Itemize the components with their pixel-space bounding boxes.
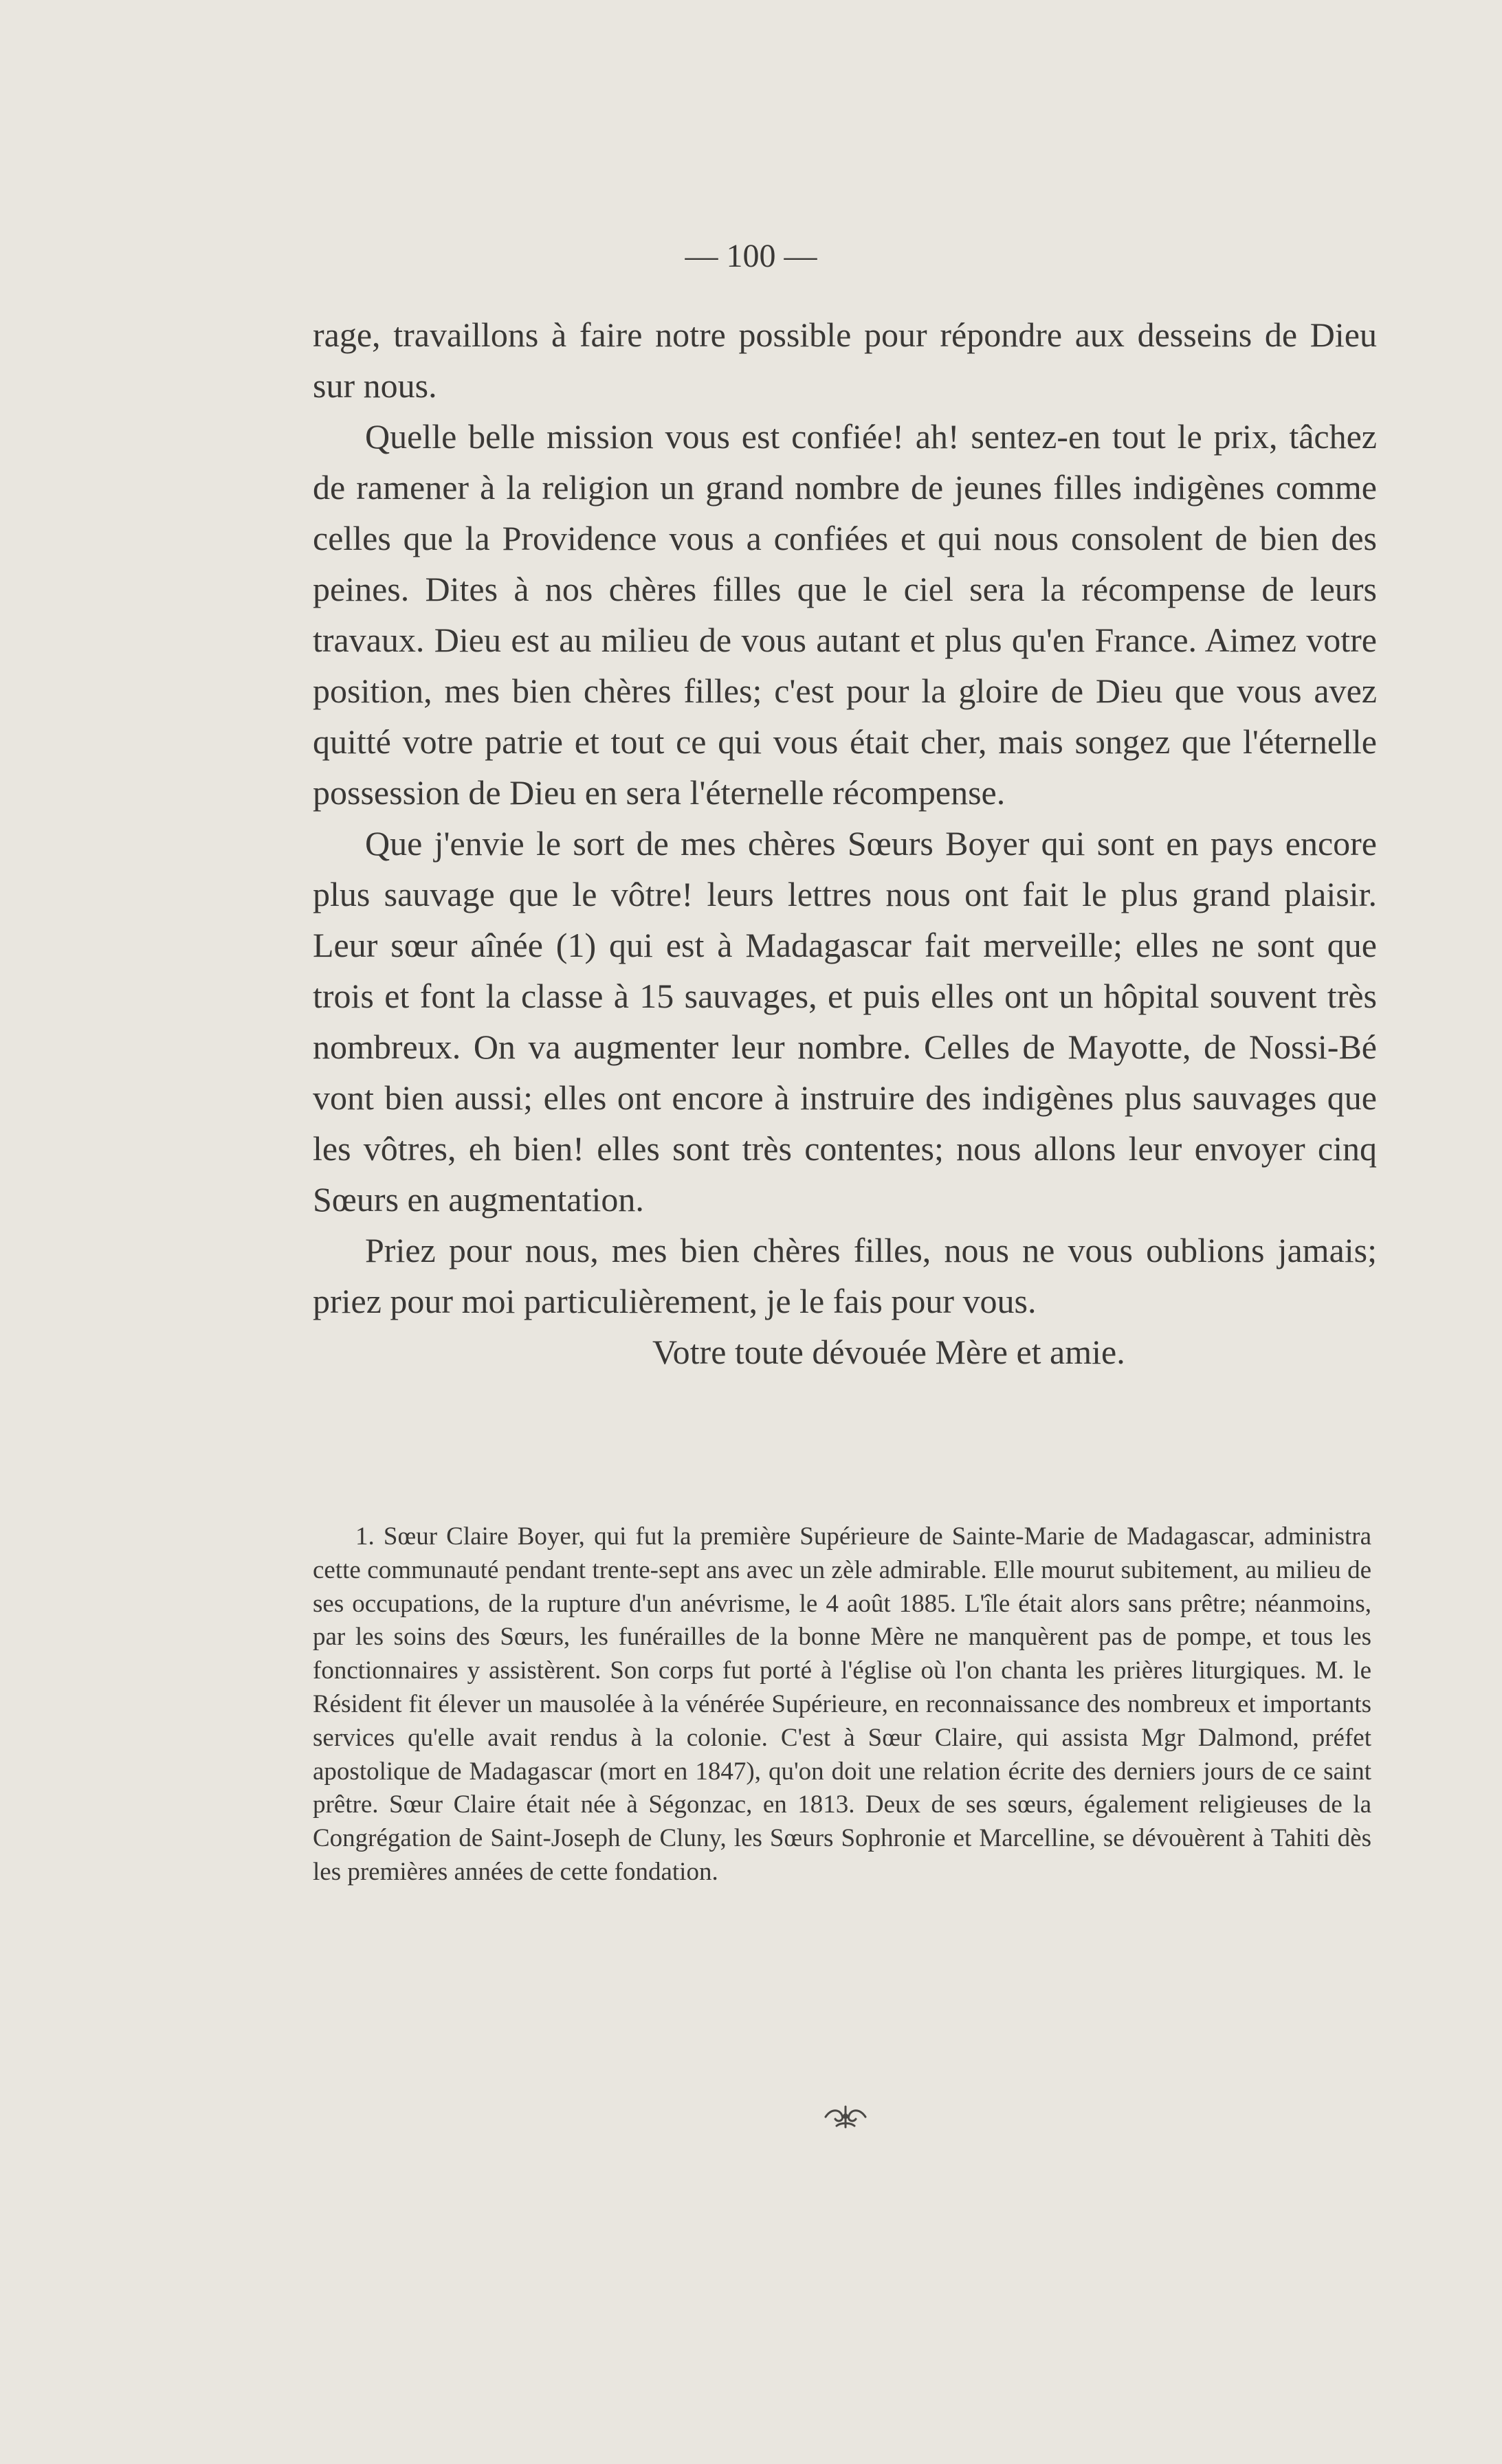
paragraph-2: Quelle belle mission vous est confiée! ah! sentez-en tout le prix, tâchez de ramener à la religion un grand nombre de jeunes filles indigènes comme celles que la Providence vous a confiées et qui nous consolent de bien des peines. Dites à nos chères filles que le ciel sera la récompense de leurs travaux. Dieu est au milieu de vous autant et plus qu'en France. Aimez votre position, mes bien chères filles; c'est pour la gloire de Dieu que vous avez quitté votre patrie et tout ce qui vous était cher, mais songez que l'éternelle possession de Dieu en sera l'éternelle récompense. <box>313 417 1377 812</box>
signature-line: Votre toute dévouée Mère et amie. <box>652 1333 1125 1371</box>
body-text <box>313 309 1377 1377</box>
footnote: 1. Sœur Claire Boyer, qui fut la première Supérieure de Sainte-Marie de Madagascar, administra cette communauté pendant trente-sept ans avec un zèle admirable. Elle mourut subitement, au milieu de ses occupations, de la rupture d'un anévrisme, le 4 août 1885. L'île était alors sans prêtre; néanmoins, par les soins des Sœurs, les funérailles de la bonne Mère ne manquèrent pas de pompe, et tous les fonctionnaires y assistèrent. Son corps fut porté à l'église où l'on chanta les prières liturgiques. M. le Résident fit élever un mausolée à la vénérée Supérieure, en reconnaissance des nombreux et importants services qu'elle avait rendus à la colonie. C'est à Sœur Claire, qui assista Mgr Dalmond, préfet apostolique de Madagascar (mort en 1847), qu'on doit une relation écrite des derniers jours de ce saint prêtre. Sœur Claire était née à Ségonzac, en 1813. Deux de ses sœurs, également religieuses de la Congrégation de Saint-Joseph de Cluny, les Sœurs Sophronie et Marcelline, se dévouèrent à Tahiti dès les premières années de cette fondation. <box>313 1522 1371 1886</box>
page-number: — 100 — <box>685 238 817 274</box>
fleuron-ornament-icon <box>821 2100 870 2134</box>
paragraph-1: rage, travaillons à faire notre possible pour répondre aux desseins de Dieu sur nous. <box>313 315 1377 405</box>
paragraph-4: Priez pour nous, mes bien chères filles, nous ne vous oublions jamais; priez pour moi particulièrement, je le fais pour vous. <box>313 1231 1377 1320</box>
paragraph-3: Que j'envie le sort de mes chères Sœurs Boyer qui sont en pays encore plus sauvage que le vôtre! leurs lettres nous ont fait le plus grand plaisir. Leur sœur aînée (1) qui est à Madagascar fait merveille; elles ne sont que trois et font la classe à 15 sauvages, et puis elles ont un hôpital souvent très nombreux. On va augmenter leur nombre. Celles de Mayotte, de Nossi-Bé vont bien aussi; elles ont encore à instruire des indigènes plus sauvages que les vôtres, eh bien! elles sont très contentes; nous allons leur envoyer cinq Sœurs en augmentation. <box>313 824 1377 1219</box>
